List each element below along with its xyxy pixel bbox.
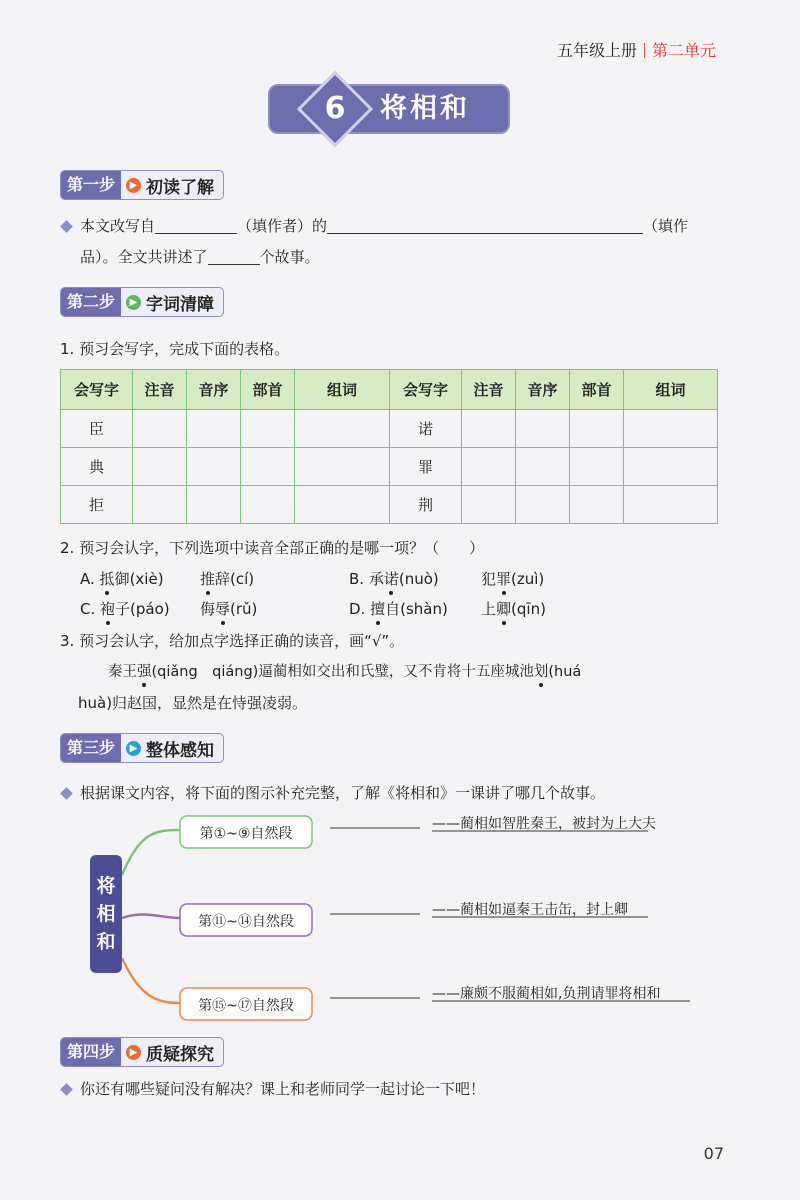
table-row xyxy=(61,486,718,524)
arrow-right-icon: ▶ xyxy=(126,1045,141,1060)
col-header: 音序 xyxy=(516,370,570,410)
step3-name: 整体感知 xyxy=(146,740,215,761)
table-char: 典 xyxy=(61,448,133,486)
center-char: 将 xyxy=(96,875,116,897)
option-label: A. xyxy=(80,570,95,588)
option-label: B. xyxy=(349,570,365,588)
characters-table xyxy=(60,369,718,524)
table-cell[interactable] xyxy=(295,486,390,524)
q2-option-c2 xyxy=(200,598,257,620)
col-header: 组词 xyxy=(624,370,718,410)
step1-label: 第一步 xyxy=(61,171,121,199)
step2-tag xyxy=(60,287,224,317)
lesson-number: 6 xyxy=(324,91,346,126)
branch-para-1: 第①~⑨自然段 xyxy=(199,826,293,842)
step1-text-c: （填作 xyxy=(643,217,689,235)
q3-text: 3. 预习会认字，给加点字选择正确的读音，画“√”。 xyxy=(60,632,405,650)
q2-option-c[interactable] xyxy=(80,598,170,620)
branch-line-green xyxy=(122,830,180,875)
option-text: 子(páo) xyxy=(115,600,170,618)
step1-text-a: 本文改写自 xyxy=(80,217,156,235)
arrow-right-icon: ▶ xyxy=(126,178,141,193)
table-char: 罪 xyxy=(390,448,462,486)
center-char: 相 xyxy=(96,903,116,925)
step3-tag xyxy=(60,733,224,763)
step2-name: 字词清障 xyxy=(146,294,215,315)
q2-option-a2 xyxy=(200,568,254,590)
option-label: C. xyxy=(80,600,96,618)
q2-option-d2 xyxy=(481,598,546,620)
table-cell[interactable] xyxy=(187,448,241,486)
col-header: 音序 xyxy=(187,370,241,410)
dotted-char: 卿 xyxy=(496,600,512,618)
step1-text-e: 个故事。 xyxy=(259,248,320,266)
col-header: 注音 xyxy=(133,370,187,410)
dotted-char: 辱 xyxy=(215,600,231,618)
table-cell[interactable] xyxy=(133,486,187,524)
col-header: 部首 xyxy=(570,370,624,410)
branch-para-2: 第⑪~⑭自然段 xyxy=(198,914,294,930)
table-cell[interactable] xyxy=(187,410,241,448)
col-header: 会写字 xyxy=(390,370,462,410)
q2-option-a[interactable] xyxy=(80,568,164,590)
step1-name: 初读了解 xyxy=(146,177,215,198)
step1-tag xyxy=(60,170,224,200)
bullet-diamond-icon xyxy=(60,787,73,800)
q2-option-b[interactable] xyxy=(349,568,439,590)
lesson-title: 将相和 xyxy=(380,93,470,124)
table-row xyxy=(61,448,718,486)
step3-label: 第三步 xyxy=(61,734,121,762)
center-char: 和 xyxy=(96,931,116,953)
work-blank[interactable] xyxy=(327,218,643,234)
table-cell[interactable] xyxy=(295,448,390,486)
step1-line2 xyxy=(80,246,320,268)
step1-text-d: 品）。全文共讲述了 xyxy=(80,248,208,266)
option-text: 辞(cí) xyxy=(215,570,255,588)
step1-text-b: （填作者）的 xyxy=(237,217,328,235)
branch-line-purple xyxy=(122,914,180,918)
page-number: 07 xyxy=(703,1144,724,1163)
branch-line-orange xyxy=(122,958,180,1003)
page-header xyxy=(557,38,716,61)
col-header: 注音 xyxy=(462,370,516,410)
table-cell[interactable] xyxy=(241,448,295,486)
q3-text-b: (qiǎng qiáng)逼蔺相如交出和氏璧，又不肯将十五座城池 xyxy=(151,664,534,680)
option-text: 侮 xyxy=(200,600,216,618)
table-cell[interactable] xyxy=(462,448,516,486)
table-cell[interactable] xyxy=(241,410,295,448)
option-label: D. xyxy=(349,600,366,618)
option-text: 上 xyxy=(481,600,497,618)
story-count-blank[interactable] xyxy=(208,249,260,265)
step4-name: 质疑探究 xyxy=(146,1044,215,1065)
dotted-char: 罪 xyxy=(496,570,512,588)
dotted-char: 袍 xyxy=(100,600,116,618)
option-text: (nuò) xyxy=(398,570,439,588)
dotted-char: 推 xyxy=(200,570,216,588)
q3-line1 xyxy=(108,661,581,683)
table-char: 臣 xyxy=(61,410,133,448)
story-mindmap xyxy=(0,800,800,1040)
q1-text: 1. 预习会写字，完成下面的表格。 xyxy=(60,340,290,358)
author-blank[interactable] xyxy=(155,218,237,234)
option-text: 自(shàn) xyxy=(385,600,448,618)
table-char: 拒 xyxy=(61,486,133,524)
table-cell[interactable] xyxy=(241,486,295,524)
col-header: 组词 xyxy=(295,370,390,410)
branch-story-2: ——蔺相如逼秦王击缶，封上卿 xyxy=(432,902,628,918)
step3-intro: 根据课文内容，将下面的图示补充完整，了解《将相和》一课讲了哪几个故事。 xyxy=(80,784,606,802)
option-text: (rǔ) xyxy=(230,600,258,618)
table-char: 诺 xyxy=(390,410,462,448)
table-cell[interactable] xyxy=(462,410,516,448)
arrow-right-icon: ▶ xyxy=(126,295,141,310)
col-header: 部首 xyxy=(241,370,295,410)
step1-line1 xyxy=(80,215,720,237)
branch-para-3: 第⑮~⑰自然段 xyxy=(198,998,294,1014)
dotted-char: 强 xyxy=(137,664,152,680)
table-cell[interactable] xyxy=(570,486,624,524)
q3-line2: huà)归赵国，显然是在恃强凌弱。 xyxy=(78,694,308,712)
q2-option-b2 xyxy=(481,568,544,590)
bullet-diamond-icon xyxy=(60,1083,73,1096)
table-cell[interactable] xyxy=(570,410,624,448)
unit-label: 第二单元 xyxy=(651,41,716,60)
table-cell[interactable] xyxy=(133,410,187,448)
option-text: 犯 xyxy=(481,570,497,588)
table-cell[interactable] xyxy=(624,448,718,486)
branch-story-1: ——蔺相如智胜秦王，被封为上大夫 xyxy=(432,816,656,832)
table-cell[interactable] xyxy=(624,486,718,524)
q3-text-a: 秦王 xyxy=(108,664,137,680)
table-cell[interactable] xyxy=(187,486,241,524)
q3-text-c: (huá xyxy=(548,664,582,680)
table-cell[interactable] xyxy=(516,410,570,448)
step2-label: 第二步 xyxy=(61,288,121,316)
dotted-char: 抵 xyxy=(99,570,115,588)
grade-label: 五年级上册 xyxy=(556,41,637,60)
branch-story-3: ——廉颇不服蔺相如,负荆请罪将相和 xyxy=(432,986,661,1002)
col-header: 会写字 xyxy=(61,370,133,410)
table-cell[interactable] xyxy=(624,410,718,448)
table-char: 荆 xyxy=(390,486,462,524)
header-divider xyxy=(644,43,645,58)
table-cell[interactable] xyxy=(516,448,570,486)
option-text: 御(xiè) xyxy=(114,570,164,588)
option-text: (zuì) xyxy=(511,570,545,588)
table-cell[interactable] xyxy=(570,448,624,486)
dotted-char: 划 xyxy=(533,664,549,680)
table-cell[interactable] xyxy=(133,448,187,486)
dotted-char: 诺 xyxy=(383,570,399,588)
dotted-char: 擅 xyxy=(370,600,386,618)
arrow-right-icon: ▶ xyxy=(126,741,141,756)
table-row xyxy=(61,410,718,448)
option-text: 承 xyxy=(368,570,384,588)
step4-tag xyxy=(60,1037,224,1067)
option-text: (qīn) xyxy=(511,600,546,618)
step4-label: 第四步 xyxy=(61,1038,121,1066)
table-cell[interactable] xyxy=(462,486,516,524)
table-header-row xyxy=(61,370,718,410)
q2-option-d[interactable] xyxy=(349,598,448,620)
bullet-diamond-icon xyxy=(60,220,73,233)
table-cell[interactable] xyxy=(295,410,390,448)
step4-text: 你还有哪些疑问没有解决？课上和老师同学一起讨论一下吧！ xyxy=(80,1080,486,1098)
lesson-title-banner xyxy=(268,84,510,134)
table-cell[interactable] xyxy=(516,486,570,524)
q2-text: 2. 预习会认字，下列选项中读音全部正确的是哪一项？（ ） xyxy=(60,539,485,557)
